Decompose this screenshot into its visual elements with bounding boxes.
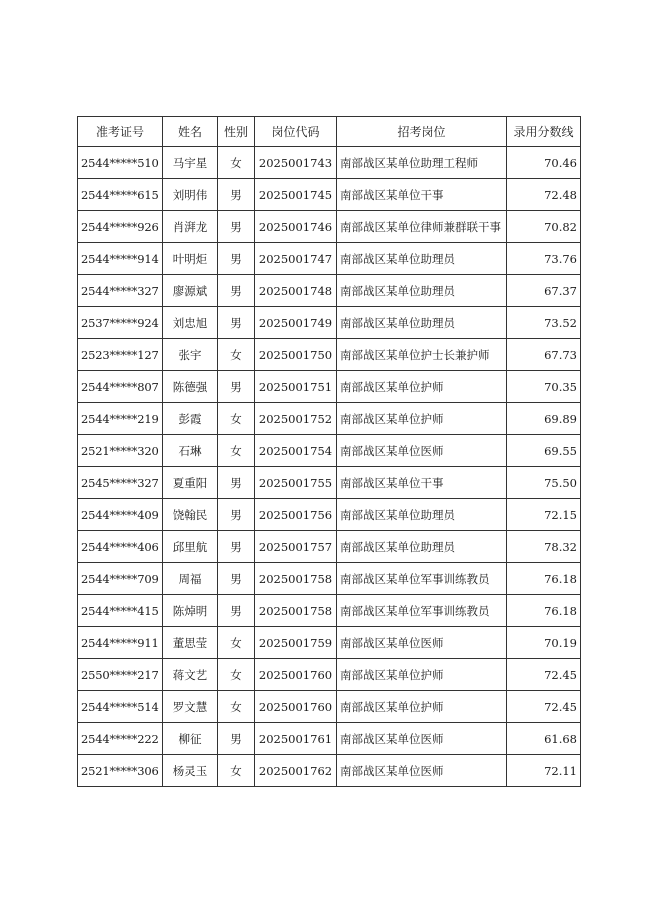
table-row [78,211,581,243]
post-cell: 南部战区某单位医师 [337,627,507,659]
post-cell: 南部战区某单位助理员 [337,275,507,307]
post-cell: 南部战区某单位干事 [337,467,507,499]
gender-cell: 男 [218,467,255,499]
post-cell: 南部战区某单位助理员 [337,307,507,339]
post-code-cell: 2025001743 [255,147,337,179]
name-cell: 叶明炬 [163,243,218,275]
score-cell: 75.50 [507,467,581,499]
post-cell: 南部战区某单位护师 [337,691,507,723]
post-code-cell: 2025001760 [255,691,337,723]
post-cell: 南部战区某单位干事 [337,179,507,211]
post-cell: 南部战区某单位护士长兼护师 [337,339,507,371]
gender-cell: 女 [218,435,255,467]
name-cell: 陈德强 [163,371,218,403]
table-row [78,691,581,723]
table-row [78,243,581,275]
gender-cell: 男 [218,531,255,563]
header-exam-id: 准考证号 [78,117,163,147]
score-cell: 70.19 [507,627,581,659]
name-cell: 董思莹 [163,627,218,659]
post-cell: 南部战区某单位助理员 [337,499,507,531]
gender-cell: 男 [218,275,255,307]
post-cell: 南部战区某单位助理工程师 [337,147,507,179]
post-cell: 南部战区某单位军事训练教员 [337,563,507,595]
score-cell: 72.45 [507,659,581,691]
score-cell: 70.35 [507,371,581,403]
post-code-cell: 2025001746 [255,211,337,243]
name-cell: 刘明伟 [163,179,218,211]
table-row [78,723,581,755]
post-code-cell: 2025001752 [255,403,337,435]
exam-id-cell: 2544*****327 [78,275,163,307]
table-row [78,563,581,595]
post-cell: 南部战区某单位助理员 [337,531,507,563]
exam-id-cell: 2544*****911 [78,627,163,659]
gender-cell: 女 [218,659,255,691]
post-cell: 南部战区某单位医师 [337,723,507,755]
score-cell: 69.89 [507,403,581,435]
score-cell: 78.32 [507,531,581,563]
exam-id-cell: 2521*****306 [78,755,163,787]
name-cell: 饶翰民 [163,499,218,531]
post-code-cell: 2025001761 [255,723,337,755]
exam-id-cell: 2544*****222 [78,723,163,755]
post-cell: 南部战区某单位军事训练教员 [337,595,507,627]
post-code-cell: 2025001745 [255,179,337,211]
name-cell: 蒋文艺 [163,659,218,691]
name-cell: 邱里航 [163,531,218,563]
header-score-line: 录用分数线 [507,117,581,147]
header-post-code: 岗位代码 [255,117,337,147]
gender-cell: 女 [218,147,255,179]
score-cell: 67.73 [507,339,581,371]
score-cell: 72.11 [507,755,581,787]
header-row [78,117,581,147]
header-name: 姓名 [163,117,218,147]
gender-cell: 女 [218,691,255,723]
table-row [78,371,581,403]
table-row [78,499,581,531]
table-row [78,339,581,371]
post-cell: 南部战区某单位律师兼群联干事 [337,211,507,243]
table-row [78,595,581,627]
score-cell: 69.55 [507,435,581,467]
header-post: 招考岗位 [337,117,507,147]
post-cell: 南部战区某单位护师 [337,371,507,403]
exam-id-cell: 2544*****709 [78,563,163,595]
name-cell: 夏重阳 [163,467,218,499]
gender-cell: 女 [218,339,255,371]
gender-cell: 男 [218,595,255,627]
name-cell: 刘忠旭 [163,307,218,339]
name-cell: 彭霞 [163,403,218,435]
gender-cell: 男 [218,723,255,755]
exam-id-cell: 2523*****127 [78,339,163,371]
post-code-cell: 2025001757 [255,531,337,563]
name-cell: 张宇 [163,339,218,371]
name-cell: 石琳 [163,435,218,467]
gender-cell: 男 [218,563,255,595]
exam-id-cell: 2545*****327 [78,467,163,499]
name-cell: 周福 [163,563,218,595]
exam-id-cell: 2544*****615 [78,179,163,211]
table-row [78,531,581,563]
post-code-cell: 2025001749 [255,307,337,339]
post-code-cell: 2025001748 [255,275,337,307]
gender-cell: 男 [218,499,255,531]
score-cell: 76.18 [507,563,581,595]
exam-id-cell: 2544*****415 [78,595,163,627]
table-row [78,179,581,211]
exam-id-cell: 2544*****409 [78,499,163,531]
name-cell: 肖湃龙 [163,211,218,243]
post-cell: 南部战区某单位助理员 [337,243,507,275]
name-cell: 陈焯明 [163,595,218,627]
post-cell: 南部战区某单位护师 [337,659,507,691]
post-code-cell: 2025001755 [255,467,337,499]
gender-cell: 女 [218,403,255,435]
name-cell: 柳征 [163,723,218,755]
gender-cell: 男 [218,371,255,403]
exam-id-cell: 2544*****219 [78,403,163,435]
post-cell: 南部战区某单位医师 [337,435,507,467]
score-cell: 70.82 [507,211,581,243]
score-cell: 67.37 [507,275,581,307]
table-body [78,147,581,787]
score-cell: 72.45 [507,691,581,723]
post-code-cell: 2025001762 [255,755,337,787]
score-cell: 76.18 [507,595,581,627]
score-cell: 72.15 [507,499,581,531]
post-cell: 南部战区某单位护师 [337,403,507,435]
table-header [78,117,581,147]
table-row [78,403,581,435]
table-row [78,307,581,339]
exam-id-cell: 2544*****807 [78,371,163,403]
name-cell: 廖源斌 [163,275,218,307]
table-row [78,435,581,467]
score-cell: 73.52 [507,307,581,339]
gender-cell: 男 [218,243,255,275]
post-code-cell: 2025001760 [255,659,337,691]
score-cell: 70.46 [507,147,581,179]
exam-id-cell: 2537*****924 [78,307,163,339]
post-code-cell: 2025001759 [255,627,337,659]
gender-cell: 男 [218,307,255,339]
name-cell: 罗文慧 [163,691,218,723]
exam-id-cell: 2521*****320 [78,435,163,467]
table-row [78,275,581,307]
table-row [78,467,581,499]
table-row [78,659,581,691]
exam-id-cell: 2544*****514 [78,691,163,723]
gender-cell: 女 [218,755,255,787]
score-cell: 72.48 [507,179,581,211]
post-code-cell: 2025001758 [255,595,337,627]
table-row [78,147,581,179]
post-code-cell: 2025001758 [255,563,337,595]
gender-cell: 女 [218,627,255,659]
admission-roster-table [77,116,581,787]
post-code-cell: 2025001747 [255,243,337,275]
post-code-cell: 2025001750 [255,339,337,371]
table-row [78,627,581,659]
header-gender: 性别 [218,117,255,147]
table-row [78,755,581,787]
post-cell: 南部战区某单位医师 [337,755,507,787]
exam-id-cell: 2544*****914 [78,243,163,275]
exam-id-cell: 2544*****510 [78,147,163,179]
score-cell: 61.68 [507,723,581,755]
post-code-cell: 2025001751 [255,371,337,403]
exam-id-cell: 2544*****406 [78,531,163,563]
gender-cell: 男 [218,179,255,211]
exam-id-cell: 2544*****926 [78,211,163,243]
gender-cell: 男 [218,211,255,243]
score-cell: 73.76 [507,243,581,275]
name-cell: 杨灵玉 [163,755,218,787]
name-cell: 马宇星 [163,147,218,179]
post-code-cell: 2025001756 [255,499,337,531]
exam-id-cell: 2550*****217 [78,659,163,691]
post-code-cell: 2025001754 [255,435,337,467]
